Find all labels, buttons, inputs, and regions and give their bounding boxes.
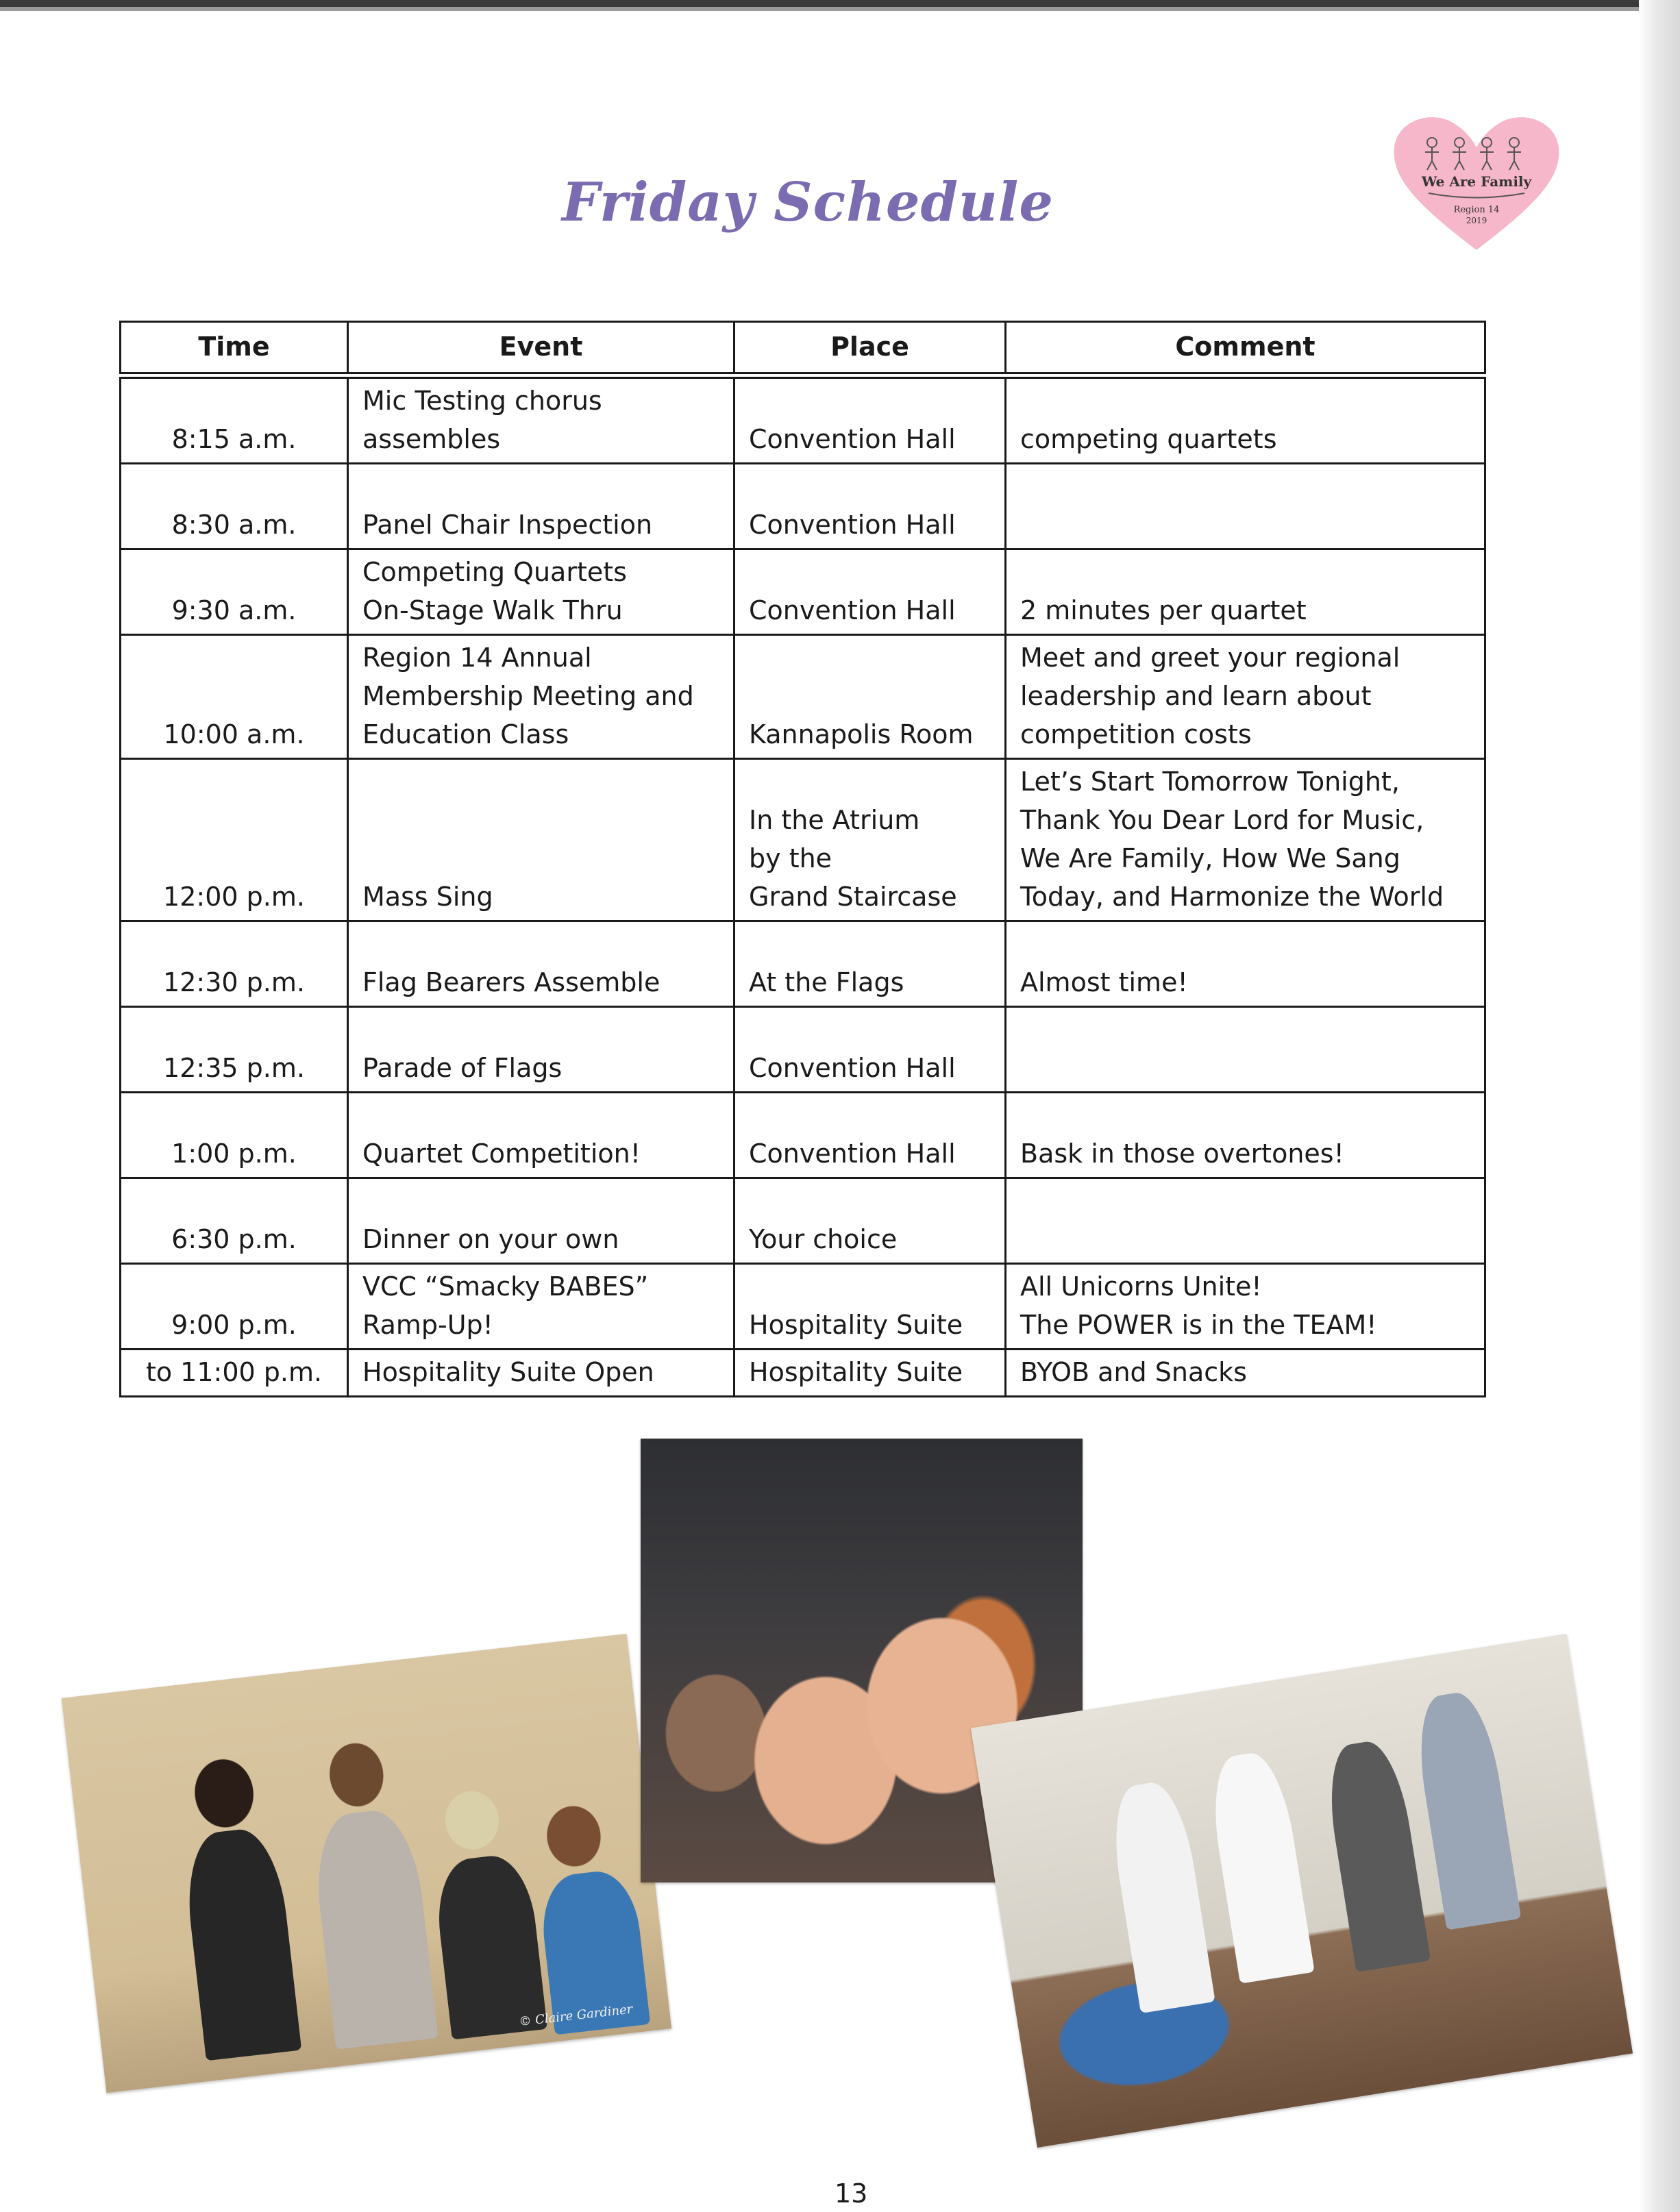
cell-time: 8:30 a.m. xyxy=(121,464,348,549)
photo-person xyxy=(1105,1778,1215,2013)
header-time: Time xyxy=(121,322,348,376)
cell-time: 8:15 a.m. xyxy=(121,375,348,464)
photo-person xyxy=(1205,1749,1315,1984)
photo-person xyxy=(181,1826,301,2061)
cell-comment: Meet and greet your regional leadership and learn about competition costs xyxy=(1006,635,1485,759)
table-header-row xyxy=(121,322,1485,376)
cell-event: Dinner on your own xyxy=(348,1178,734,1264)
cell-place: Convention Hall xyxy=(734,1093,1006,1178)
logo-banner-text: We Are Family xyxy=(1421,173,1532,190)
cell-place: Convention Hall xyxy=(734,549,1006,635)
cell-time: to 11:00 p.m. xyxy=(121,1350,348,1397)
cell-comment: Bask in those overtones! xyxy=(1006,1093,1485,1178)
logo-year-text: 2019 xyxy=(1466,216,1487,225)
schedule-table xyxy=(119,321,1486,1397)
table-row xyxy=(121,375,1485,464)
cell-place: At the Flags xyxy=(734,921,1006,1007)
cell-event: VCC “Smacky BABES” Ramp-Up! xyxy=(348,1264,734,1350)
cell-event: Mass Sing xyxy=(348,759,734,921)
table-row xyxy=(121,759,1485,921)
page-top-edge xyxy=(0,0,1680,7)
photo-person xyxy=(432,1852,548,2039)
header-place: Place xyxy=(734,322,1006,376)
cell-comment xyxy=(1006,1178,1485,1264)
cell-time: 9:00 p.m. xyxy=(121,1264,348,1350)
table-row xyxy=(121,1178,1485,1264)
cell-time: 1:00 p.m. xyxy=(121,1093,348,1178)
cell-event: Quartet Competition! xyxy=(348,1093,734,1178)
table-row xyxy=(121,464,1485,549)
cell-event: Flag Bearers Assemble xyxy=(348,921,734,1007)
cell-comment: BYOB and Snacks xyxy=(1006,1350,1485,1397)
cell-comment: competing quartets xyxy=(1006,375,1485,464)
cell-time: 10:00 a.m. xyxy=(121,635,348,759)
table-row xyxy=(121,1007,1485,1093)
cell-place: Convention Hall xyxy=(734,464,1006,549)
page-number: 13 xyxy=(835,2178,868,2209)
table-row xyxy=(121,1350,1485,1397)
cell-place: Hospitality Suite xyxy=(734,1350,1006,1397)
cell-event: Region 14 Annual Membership Meeting and Education Class xyxy=(348,635,734,759)
page-title: Friday Schedule xyxy=(562,171,1054,234)
table-row xyxy=(121,635,1485,759)
cell-event: Hospitality Suite Open xyxy=(348,1350,734,1397)
cell-comment xyxy=(1006,1007,1485,1093)
table-row xyxy=(121,1264,1485,1350)
table-row xyxy=(121,549,1485,635)
cell-place: In the Atrium by the Grand Staircase xyxy=(734,759,1006,921)
cell-event: Parade of Flags xyxy=(348,1007,734,1093)
cell-place: Convention Hall xyxy=(734,1007,1006,1093)
cell-event: Panel Chair Inspection xyxy=(348,464,734,549)
heart-icon xyxy=(1391,110,1562,253)
photo-person xyxy=(310,1806,438,2050)
cell-place: Convention Hall xyxy=(734,375,1006,464)
cell-place: Kannapolis Room xyxy=(734,635,1006,759)
cell-comment xyxy=(1006,464,1485,549)
cell-time: 12:30 p.m. xyxy=(121,921,348,1007)
header-event: Event xyxy=(348,322,734,376)
page-top-shadow xyxy=(0,7,1680,11)
table-row xyxy=(121,921,1485,1007)
cell-place: Hospitality Suite xyxy=(734,1264,1006,1350)
cell-comment: Let’s Start Tomorrow Tonight, Thank You Dear Lord for Music, We Are Family, How We Sang Today, and Harmonize the World xyxy=(1006,759,1485,921)
cell-event: Competing Quartets On-Stage Walk Thru xyxy=(348,549,734,635)
cell-event: Mic Testing chorus assembles xyxy=(348,375,734,464)
heart-logo xyxy=(1391,110,1562,253)
cell-time: 12:00 p.m. xyxy=(121,759,348,921)
page-right-edge xyxy=(1639,0,1680,2212)
cell-comment: 2 minutes per quartet xyxy=(1006,549,1485,635)
cell-place: Your choice xyxy=(734,1178,1006,1264)
cell-time: 12:35 p.m. xyxy=(121,1007,348,1093)
cell-comment: Almost time! xyxy=(1006,921,1485,1007)
photo-person xyxy=(1410,1689,1521,1930)
photo-person xyxy=(1321,1737,1431,1972)
cell-comment: All Unicorns Unite! The POWER is in the TEAM! xyxy=(1006,1264,1485,1350)
logo-region-text: Region 14 xyxy=(1453,205,1500,215)
header-comment: Comment xyxy=(1006,322,1485,376)
cell-time: 9:30 a.m. xyxy=(121,549,348,635)
photo-credit: © Claire Gardiner xyxy=(518,2002,634,2030)
photo-quartet-four-women xyxy=(62,1634,671,2093)
table-row xyxy=(121,1093,1485,1178)
cell-time: 6:30 p.m. xyxy=(121,1178,348,1264)
